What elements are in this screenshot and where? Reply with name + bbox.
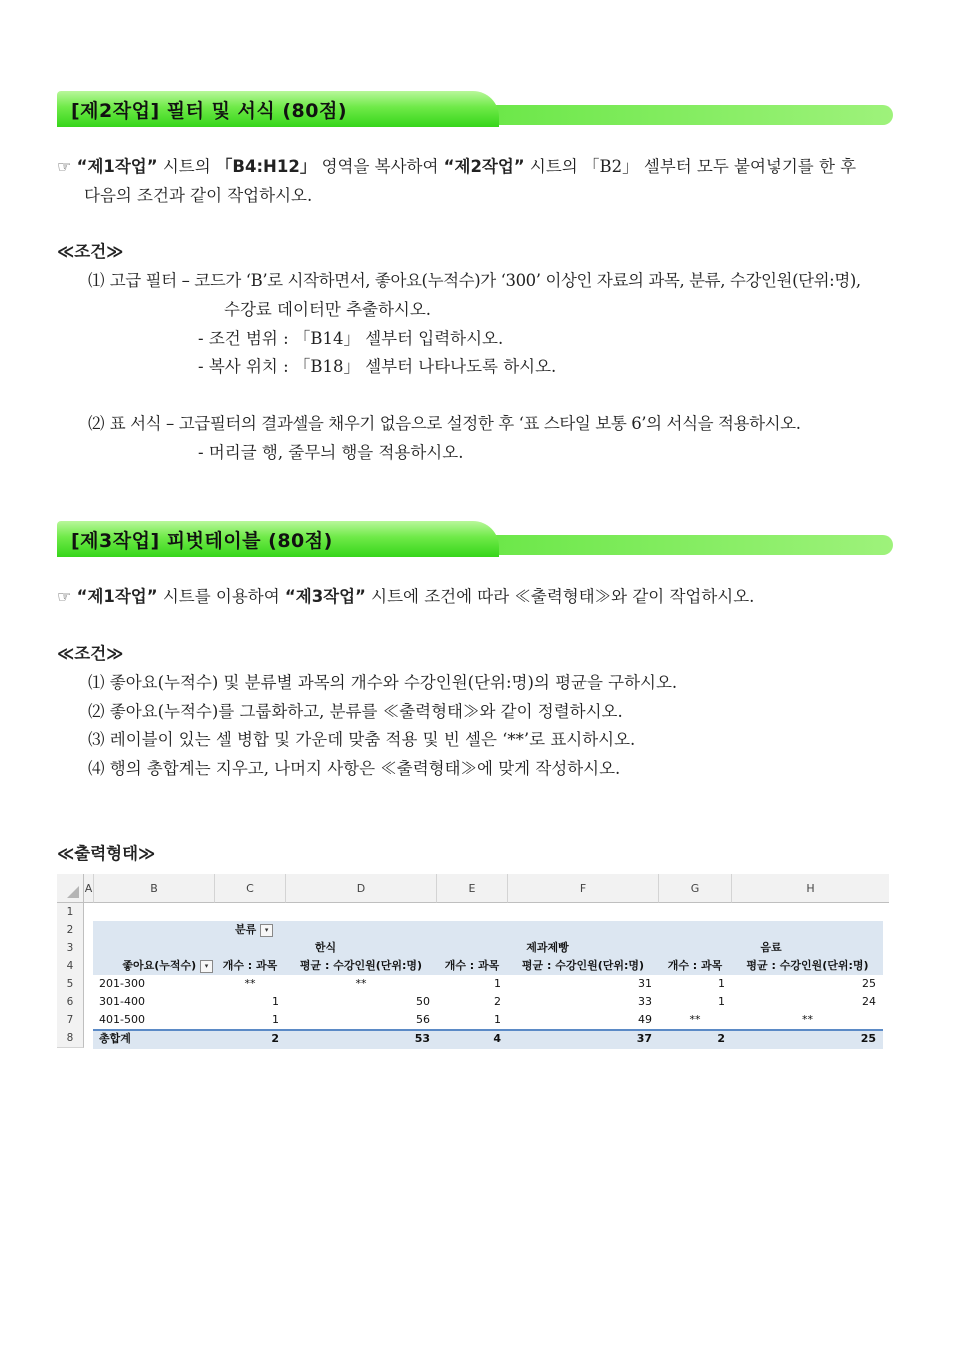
pivot-cell: 1: [718, 977, 725, 990]
measure-avg-drink: 평균 : 수강인원(단위:명): [746, 959, 869, 972]
task2-condition-1-sub2: - 복사 위치 : 「B18」 셀부터 나타나도록 하시오.: [198, 357, 557, 376]
col-header-a[interactable]: A: [84, 874, 94, 903]
pivot-col-field[interactable]: 분류 ▾: [235, 921, 273, 939]
task2-condition-2: ⑵ 표 서식 – 고급필터의 결과셀을 채우기 없음으로 설정한 후 ‘표 스타일 보통 6’의 서식을 적용하시오.: [88, 414, 801, 433]
total-cell: 25: [860, 1032, 876, 1045]
col-header-f[interactable]: F: [508, 874, 659, 903]
col-header-b[interactable]: B: [94, 874, 215, 903]
sheet-corner[interactable]: [57, 874, 84, 903]
task2-condition-1-sub1: - 조건 범위 : 「B14」 셀부터 입력하시오.: [198, 329, 504, 348]
row-header-4[interactable]: 4: [57, 957, 84, 976]
row-header-3[interactable]: 3: [57, 939, 84, 958]
pivot-cell: 31: [638, 977, 652, 990]
pivot-cell: 1: [494, 1013, 501, 1026]
group-label-bakery: 제과제빵: [526, 941, 569, 954]
total-cell: 53: [414, 1032, 430, 1045]
pivot-cell: 24: [862, 995, 876, 1008]
measure-count-hansik: 개수 : 과목: [222, 959, 278, 972]
row-header-7[interactable]: 7: [57, 1011, 84, 1030]
task3-title: [제3작업] 피벗테이블 (80점): [71, 530, 333, 552]
row-header-1[interactable]: 1: [57, 903, 84, 922]
col-header-e[interactable]: E: [437, 874, 508, 903]
group-label-drink: 음료: [760, 941, 782, 954]
col-header-h[interactable]: H: [732, 874, 889, 903]
pivot-cell: 2: [494, 995, 501, 1008]
pivot-cell: **: [802, 1013, 813, 1026]
pivot-cell: **: [244, 977, 256, 990]
task3-condition-2: ⑵ 좋아요(누적수)를 그룹화하고, 분류를 ≪출력형태≫와 같이 정렬하시오.: [88, 702, 623, 721]
task3-intro: ☞ “제1작업” 시트를 이용하여 “제3작업” 시트에 조건에 따라 ≪출력형태≫와 같이 작업하시오.: [57, 587, 755, 606]
row-label: 201-300: [99, 977, 145, 990]
pointing-hand-icon: ☞: [57, 157, 72, 176]
task2-intro-line2: 다음의 조건과 같이 작업하시오.: [84, 186, 313, 205]
row-label: 401-500: [99, 1013, 145, 1026]
pivot-cell: 56: [416, 1013, 430, 1026]
measure-count-bakery: 개수 : 과목: [444, 959, 500, 972]
task3-condition-3: ⑶ 레이블이 있는 셀 병합 및 가운데 맞춤 적용 및 빈 셀은 ‘**’로 표시하시오.: [88, 730, 636, 749]
pivot-table-sheet: [57, 874, 889, 1054]
total-cell: 37: [636, 1032, 652, 1045]
task2-banner: [57, 91, 893, 127]
pivot-cell: **: [355, 977, 367, 990]
col-header-g[interactable]: G: [659, 874, 732, 903]
col-header-c[interactable]: C: [215, 874, 286, 903]
total-cell: 2: [271, 1032, 279, 1045]
row-header-8[interactable]: 8: [57, 1029, 84, 1048]
row-header-5[interactable]: 5: [57, 975, 84, 994]
task2-condition-2-sub1: - 머리글 행, 줄무늬 행을 적용하시오.: [198, 443, 464, 462]
pivot-cell: 1: [272, 995, 279, 1008]
task2-condition-1: ⑴ 고급 필터 – 코드가 ‘B’로 시작하면서, 좋아요(누적수)가 ‘300’ 이상인 자료의 과목, 분류, 수강인원(단위:명),: [88, 271, 861, 290]
pointing-hand-icon: ☞: [57, 587, 72, 606]
pivot-cell: 1: [272, 1013, 279, 1026]
filter-dropdown-icon[interactable]: ▾: [200, 960, 213, 973]
pivot-cell: 1: [718, 995, 725, 1008]
pivot-cell: 25: [862, 977, 876, 990]
pivot-cell: **: [689, 1013, 701, 1026]
row-header-2[interactable]: 2: [57, 921, 84, 940]
pivot-cell: 49: [638, 1013, 652, 1026]
pivot-cell: 33: [638, 995, 652, 1008]
row-label: 301-400: [99, 995, 145, 1008]
row-header-6[interactable]: 6: [57, 993, 84, 1012]
total-cell: 4: [493, 1032, 501, 1045]
pivot-cell: 1: [494, 977, 501, 990]
task3-banner: [57, 521, 893, 557]
task2-condition-1-line2: 수강료 데이터만 추출하시오.: [224, 300, 432, 319]
total-label: 총합계: [99, 1032, 131, 1045]
group-label-hansik: 한식: [314, 941, 337, 954]
output-format-title: ≪출력형태≫: [57, 844, 156, 863]
col-header-d[interactable]: D: [286, 874, 437, 903]
task3-condition-title: ≪조건≫: [57, 644, 124, 663]
pivot-cell: 50: [416, 995, 430, 1008]
select-all-icon: [57, 874, 83, 902]
task2-intro: ☞ “제1작업” 시트의 「B4:H12」 영역을 복사하여 “제2작업” 시트의 「B2」 셀부터 모두 붙여넣기를 한 후: [57, 157, 857, 176]
pivot-row-field[interactable]: 좋아요(누적수) ▾: [97, 957, 213, 975]
task2-condition-title: ≪조건≫: [57, 242, 124, 261]
task2-title: [제2작업] 필터 및 서식 (80점): [71, 100, 348, 122]
measure-avg-hansik: 평균 : 수강인원(단위:명): [299, 959, 423, 972]
task3-condition-4: ⑷ 행의 총합계는 지우고, 나머지 사항은 ≪출력형태≫에 맞게 작성하시오.: [88, 759, 621, 778]
total-cell: 2: [717, 1032, 725, 1045]
measure-count-drink: 개수 : 과목: [667, 959, 723, 972]
measure-avg-bakery: 평균 : 수강인원(단위:명): [521, 959, 645, 972]
task3-condition-1: ⑴ 좋아요(누적수) 및 분류별 과목의 개수와 수강인원(단위:명)의 평균을 구하시오.: [88, 673, 678, 692]
filter-dropdown-icon[interactable]: ▾: [260, 924, 273, 937]
